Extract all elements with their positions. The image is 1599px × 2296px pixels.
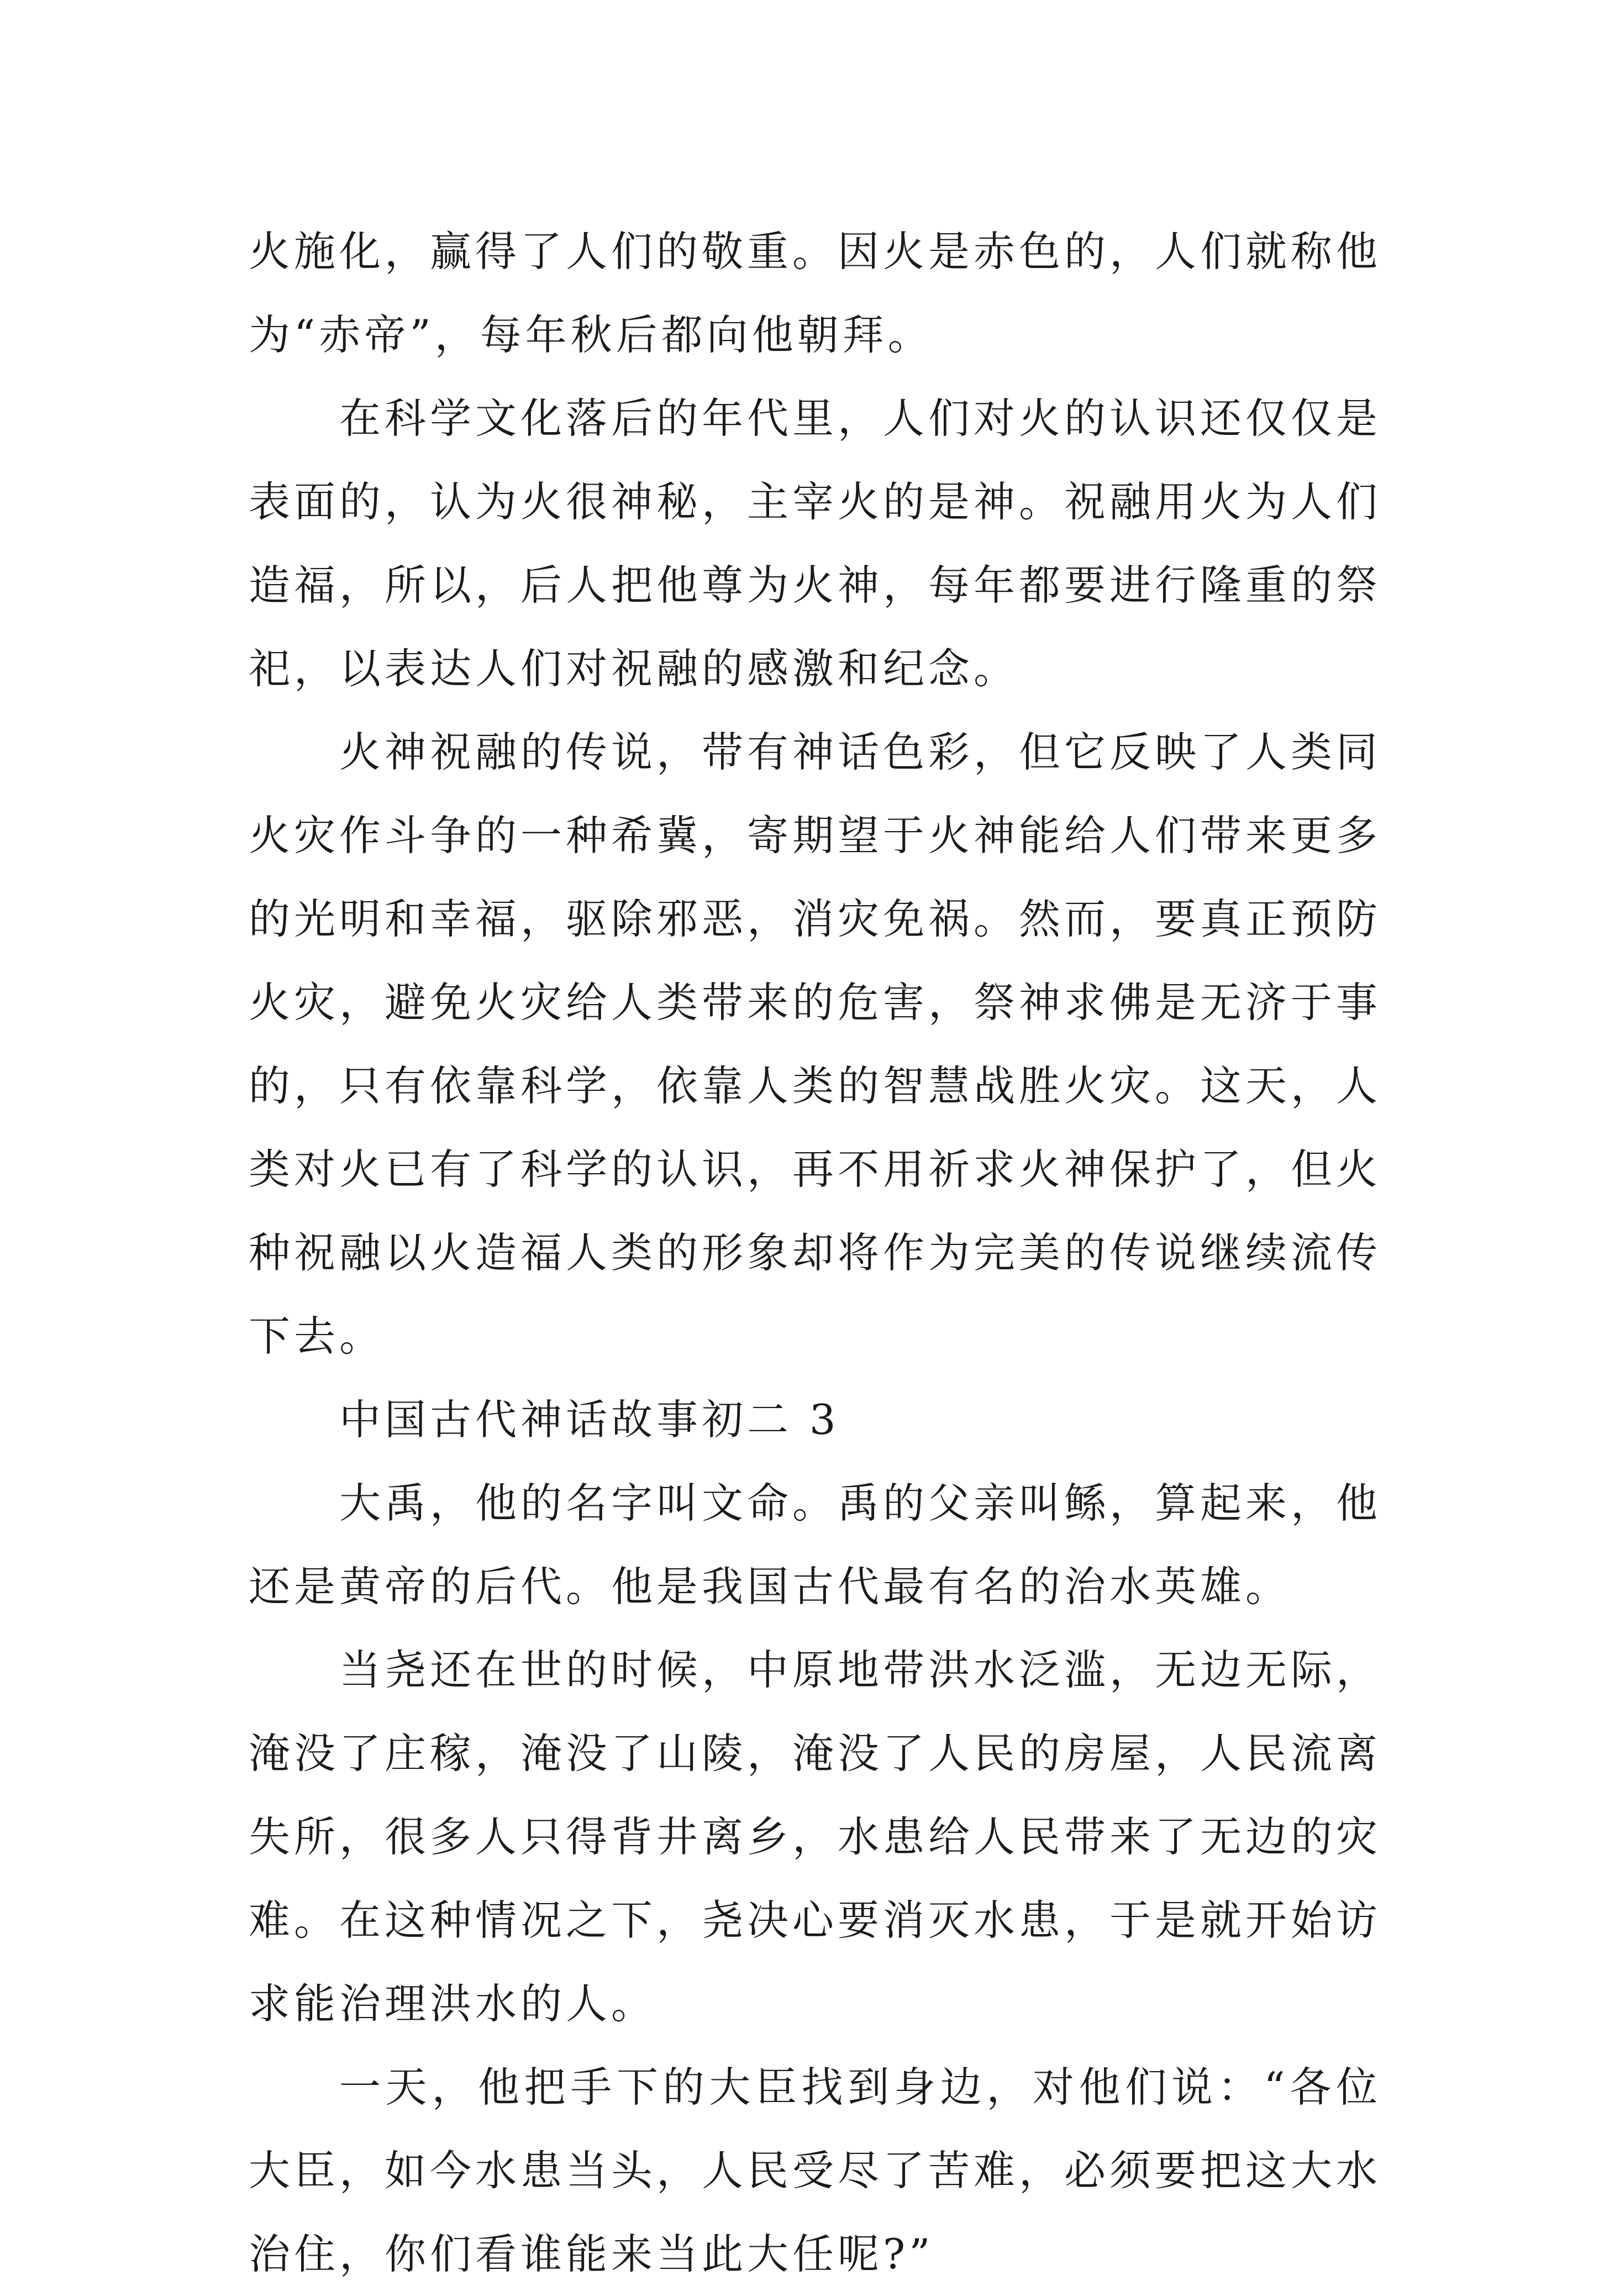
paragraph-3: 火神祝融的传说，带有神话色彩，但它反映了人类同火灾作斗争的一种希冀，寄期望于火神能给人们带来更多的光明和幸福，驱除邪恶，消灾免祸。然而，要真正预防火灾，避免火灾给人类带来的危害，祭神求佛是无济于事的，只有依靠科学，依靠人类的智慧战胜火灾。这天，人类对火已有了科学的认识，再不用祈求火神保护了，但火种祝融以火造福人类的形象却将作为完美的传说继续流传下去。 [249, 728, 1382, 1360]
paragraph-1: 火施化，赢得了人们的敬重。因火是赤色的，人们就称他为“赤帝”，每年秋后都向他朝拜。 [249, 227, 1382, 359]
paragraph-2: 在科学文化落后的年代里，人们对火的认识还仅仅是表面的，认为火很神秘，主宰火的是神。祝融用火为人们造福，所以，后人把他尊为火神，每年都要进行隆重的祭祀，以表达人们对祝融的感激和纪念。 [249, 394, 1382, 693]
section-heading: 中国古代神话故事初二 3 [339, 1395, 840, 1444]
document-body [249, 210, 1381, 2296]
paragraph-4: 大禹，他的名字叫文命。禹的父亲叫鲧，算起来，他还是黄帝的后代。他是我国古代最有名的治水英雄。 [249, 1479, 1382, 1611]
paragraph-5: 当尧还在世的时候，中原地带洪水泛滥，无边无际，淹没了庄稼，淹没了山陵，淹没了人民的房屋，人民流离失所，很多人只得背井离乡，水患给人民带来了无边的灾难。在这种情况之下，尧决心要消灭水患，于是就开始访求能治理洪水的人。 [249, 1646, 1382, 2028]
paragraph-6: 一天，他把手下的大臣找到身边，对他们说：“各位大臣，如今水患当头，人民受尽了苦难，必须要把这大水治住，你们看谁能来当此大任呢?” [249, 2063, 1382, 2278]
